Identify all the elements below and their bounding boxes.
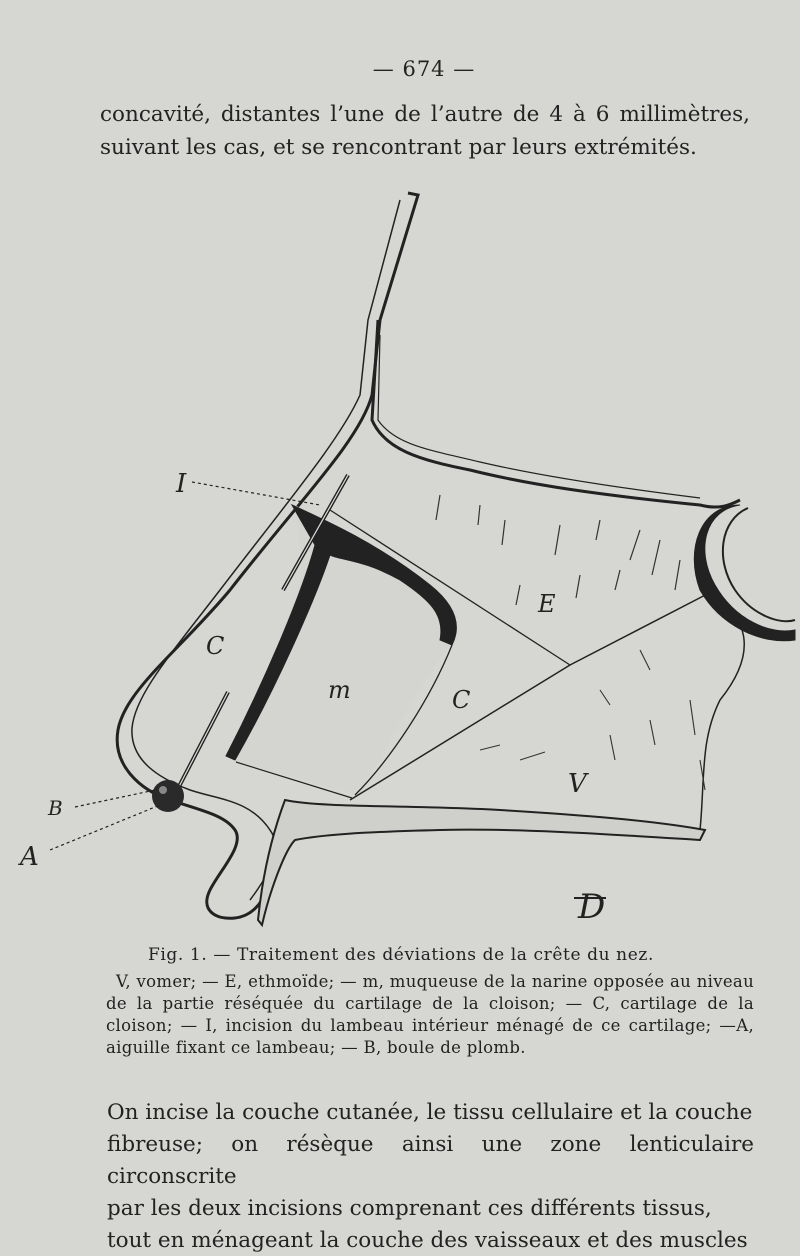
signature-mark: D [578, 887, 606, 927]
page-number: — 674 — [372, 57, 476, 81]
ethmoid-top-border [372, 320, 740, 507]
figure-caption-title: Fig. 1. — Traitement des déviations de la crête du nez. [148, 945, 654, 965]
leader-a [50, 805, 160, 850]
label-i: I [176, 469, 187, 499]
paragraph-bottom-line: par les deux incisions comprenant ces différents tissus, [107, 1196, 712, 1221]
vomer-hatching [480, 650, 705, 790]
paragraph-bottom [107, 1097, 754, 1256]
palate-floor [258, 800, 705, 925]
paragraph-top: concavité, distantes l’une de l’autre de 4 à 6 millimètres, suivant les cas, et se rencontrant par leurs extrémités. [100, 102, 750, 160]
paragraph-bottom-line: On incise la couche cutanée, le tissu cellulaire et la couche [107, 1100, 753, 1125]
lead-ball [152, 780, 184, 812]
label-m: m [328, 676, 351, 704]
label-a: A [20, 842, 39, 872]
label-c-upper: C [206, 632, 225, 660]
ethmoid-top-inner [378, 335, 700, 498]
paragraph-bottom-line: fibreuse; on résèque ainsi une zone lenticulaire circonscrite [107, 1132, 754, 1189]
ethmoid-hatching [436, 495, 680, 605]
label-v: V [568, 769, 587, 799]
label-b: B [48, 796, 63, 820]
label-e: E [538, 590, 556, 618]
sphenoid-ring-inner [723, 508, 795, 621]
anatomical-figure [0, 180, 800, 940]
figure-caption-body: V, vomer; — E, ethmoïde; — m, muqueuse de la narine opposée au niveau de la partie réséquée du cartilage de la cloison; — C, cartilage de la cloison; — I, incision du lambeau intérieur ménagé de ce cartilage; —A, aiguille fixant ce lambeau; — B, boule de plomb. [106, 972, 754, 1057]
paragraph-bottom-line: tout en ménageant la couche des vaisseaux et des muscles [107, 1228, 748, 1253]
label-c-lower: C [452, 686, 471, 714]
leader-b [75, 790, 155, 807]
